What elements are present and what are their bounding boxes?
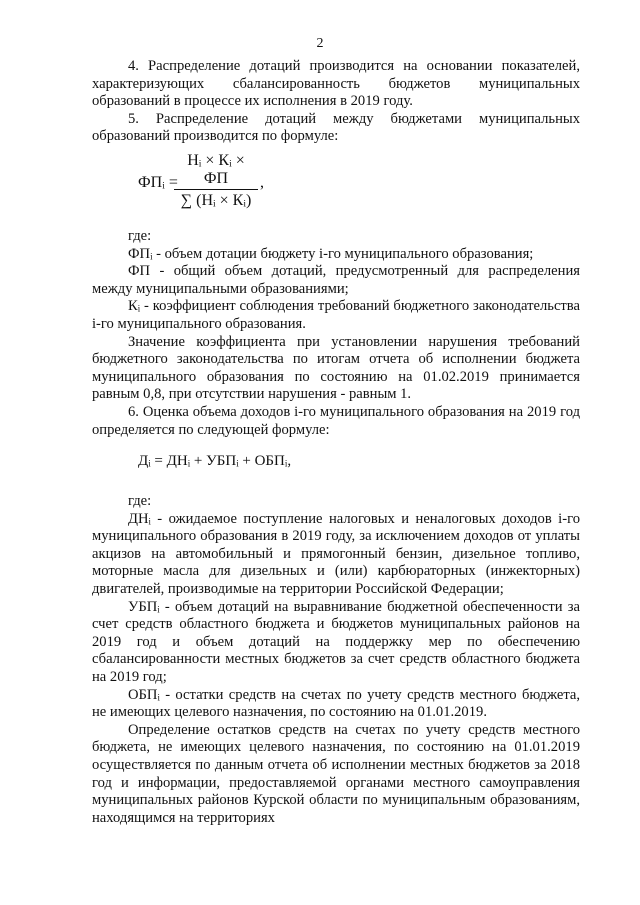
page-number: 2: [316, 36, 324, 51]
formula-denominator: ∑ (Нᵢ × Кᵢ): [180, 192, 252, 210]
formula-income-text: Дᵢ = ДНᵢ + УБПᵢ + ОБПᵢ,: [138, 453, 292, 470]
paragraph-4: 4. Распределение дотаций производится на основании показателей, характеризующих сбалансированность бюджетов муниципальных образований в процессе их исполнения в 2019 году.: [92, 58, 580, 110]
definition-ubpi: УБПᵢ - объем дотаций на выравнивание бюджетной обеспеченности за счет средств областного бюджета и бюджетов муниципальных районов на 2019 год и объем дотаций на поддержку мер по обеспечению сбалансированности местных бюджетов за счет средств областного бюджета на 2019 год;: [92, 598, 580, 686]
formula-trail: ,: [260, 173, 264, 191]
where-label-1: где:: [128, 227, 152, 244]
definition-dni: ДНᵢ - ожидаемое поступление налоговых и неналоговых доходов i-го муниципального образования в 2019 году, за исключением доходов от уплаты акцизов на автомобильный и прямогонный бензин, дизельное топливо, моторные масла для дизельных и (или) карбюраторных (инжекторных) двигателей, производимые на территории Российской Федерации;: [92, 510, 580, 598]
definition-ki: Кᵢ - коэффициент соблюдения требований бюджетного законодательства i-го муниципального образования.: [92, 298, 580, 332]
where-label-2: где:: [128, 493, 152, 510]
coefficient-paragraph: Значение коэффициента при установлении нарушения требований бюджетного законодательства по итогам отчета об исполнении бюджета муниципального образования по состоянию на 01.02.2019 принимается равным 0,8, при отсутствии нарушения - равным 1.: [92, 333, 580, 403]
balance-paragraph: Определение остатков средств на счетах по учету средств местного бюджета, не имеющих целевого назначения, по состоянию на 01.01.2019 осуществляется по данным отчета об исполнении местных бюджетов за 2018 год и информации, предоставляемой органами местного самоуправления муниципальных районов Курской области по муниципальным образованиям, находящимся на территориях: [92, 721, 580, 826]
formula-income: [92, 439, 580, 483]
document-body: [92, 58, 580, 827]
definition-fp: ФП - общий объем дотаций, предусмотренный для распределения между муниципальными образованиями;: [92, 263, 580, 297]
definition-fpi: ФПᵢ - объем дотации бюджету i-го муниципального образования;: [128, 245, 534, 262]
formula-distribution: [92, 146, 580, 228]
definition-obpi: ОБПᵢ - остатки средств на счетах по учету средств местного бюджета, не имеющих целевого назначения, по состоянию на 01.01.2019.: [92, 686, 580, 721]
formula-numerator: Нᵢ × Кᵢ × ФП: [174, 152, 258, 190]
paragraph-6: 6. Оценка объема доходов i-го муниципального образования на 2019 год определяется по следующей формуле:: [92, 403, 580, 438]
paragraph-5: 5. Распределение дотаций между бюджетами муниципальных образований производится по формуле:: [92, 110, 580, 145]
formula-fraction: [174, 152, 258, 210]
formula-lhs: ФПᵢ =: [138, 173, 178, 191]
